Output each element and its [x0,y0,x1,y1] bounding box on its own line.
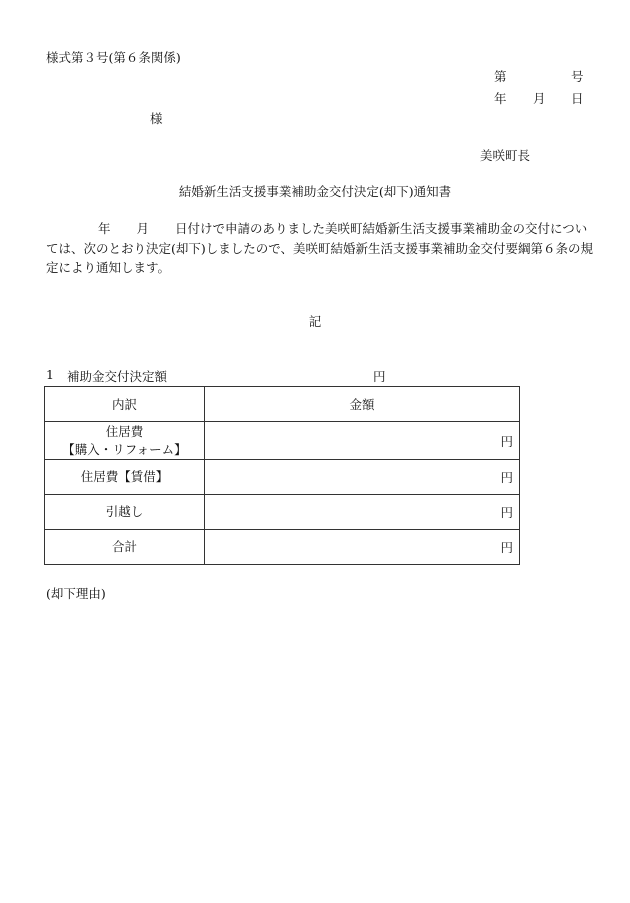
table-header-row [45,387,520,422]
section-number: 1 [46,367,54,382]
date-year-label: 年 [494,91,507,106]
section-label: 補助金交付決定額 [67,369,168,384]
row-category-line2: 【購入・リフォーム】 [62,441,187,457]
body-text: 日付けで申請のありました美咲町結婚新生活支援事業補助金の交付については、次のとおり決定(却下)しましたので、美咲町結婚新生活支援事業補助金交付要綱第６条の規定により通知します。 [46,221,594,275]
row-category-line1: 住居費 [105,423,144,439]
issuer-name: 美咲町長 [480,148,531,163]
table-header-category: 内訳 [45,387,205,422]
form-label: 様式第３号(第６条関係) [46,50,181,65]
table-row [45,422,520,460]
ki-heading: 記 [308,314,322,329]
body-year-label: 年 [98,221,111,236]
row-category: 引越し [45,495,205,530]
body-paragraph [46,219,594,278]
section-amount-unit: 円 [373,369,386,384]
row-category [45,422,205,460]
document-number-prefix: 第 [494,69,507,84]
table-row [45,495,520,530]
table-row [45,460,520,495]
date-day-label: 日 [571,91,584,106]
row-category: 住居費【賃借】 [45,460,205,495]
rejection-reason-label: (却下理由) [46,586,106,601]
row-amount-unit: 円 [205,460,520,495]
row-category: 合計 [45,530,205,565]
addressee-suffix: 様 [150,111,163,126]
document-title: 結婚新生活支援事業補助金交付決定(却下)通知書 [178,184,452,199]
body-month-label: 月 [136,221,150,236]
row-amount-unit: 円 [205,422,520,460]
document-number-suffix: 号 [571,69,584,84]
table-header-amount: 金額 [205,387,520,422]
row-amount-unit: 円 [205,530,520,565]
row-amount-unit: 円 [205,495,520,530]
table-row [45,530,520,565]
amount-breakdown-table [44,386,520,565]
date-month-label: 月 [533,91,546,106]
